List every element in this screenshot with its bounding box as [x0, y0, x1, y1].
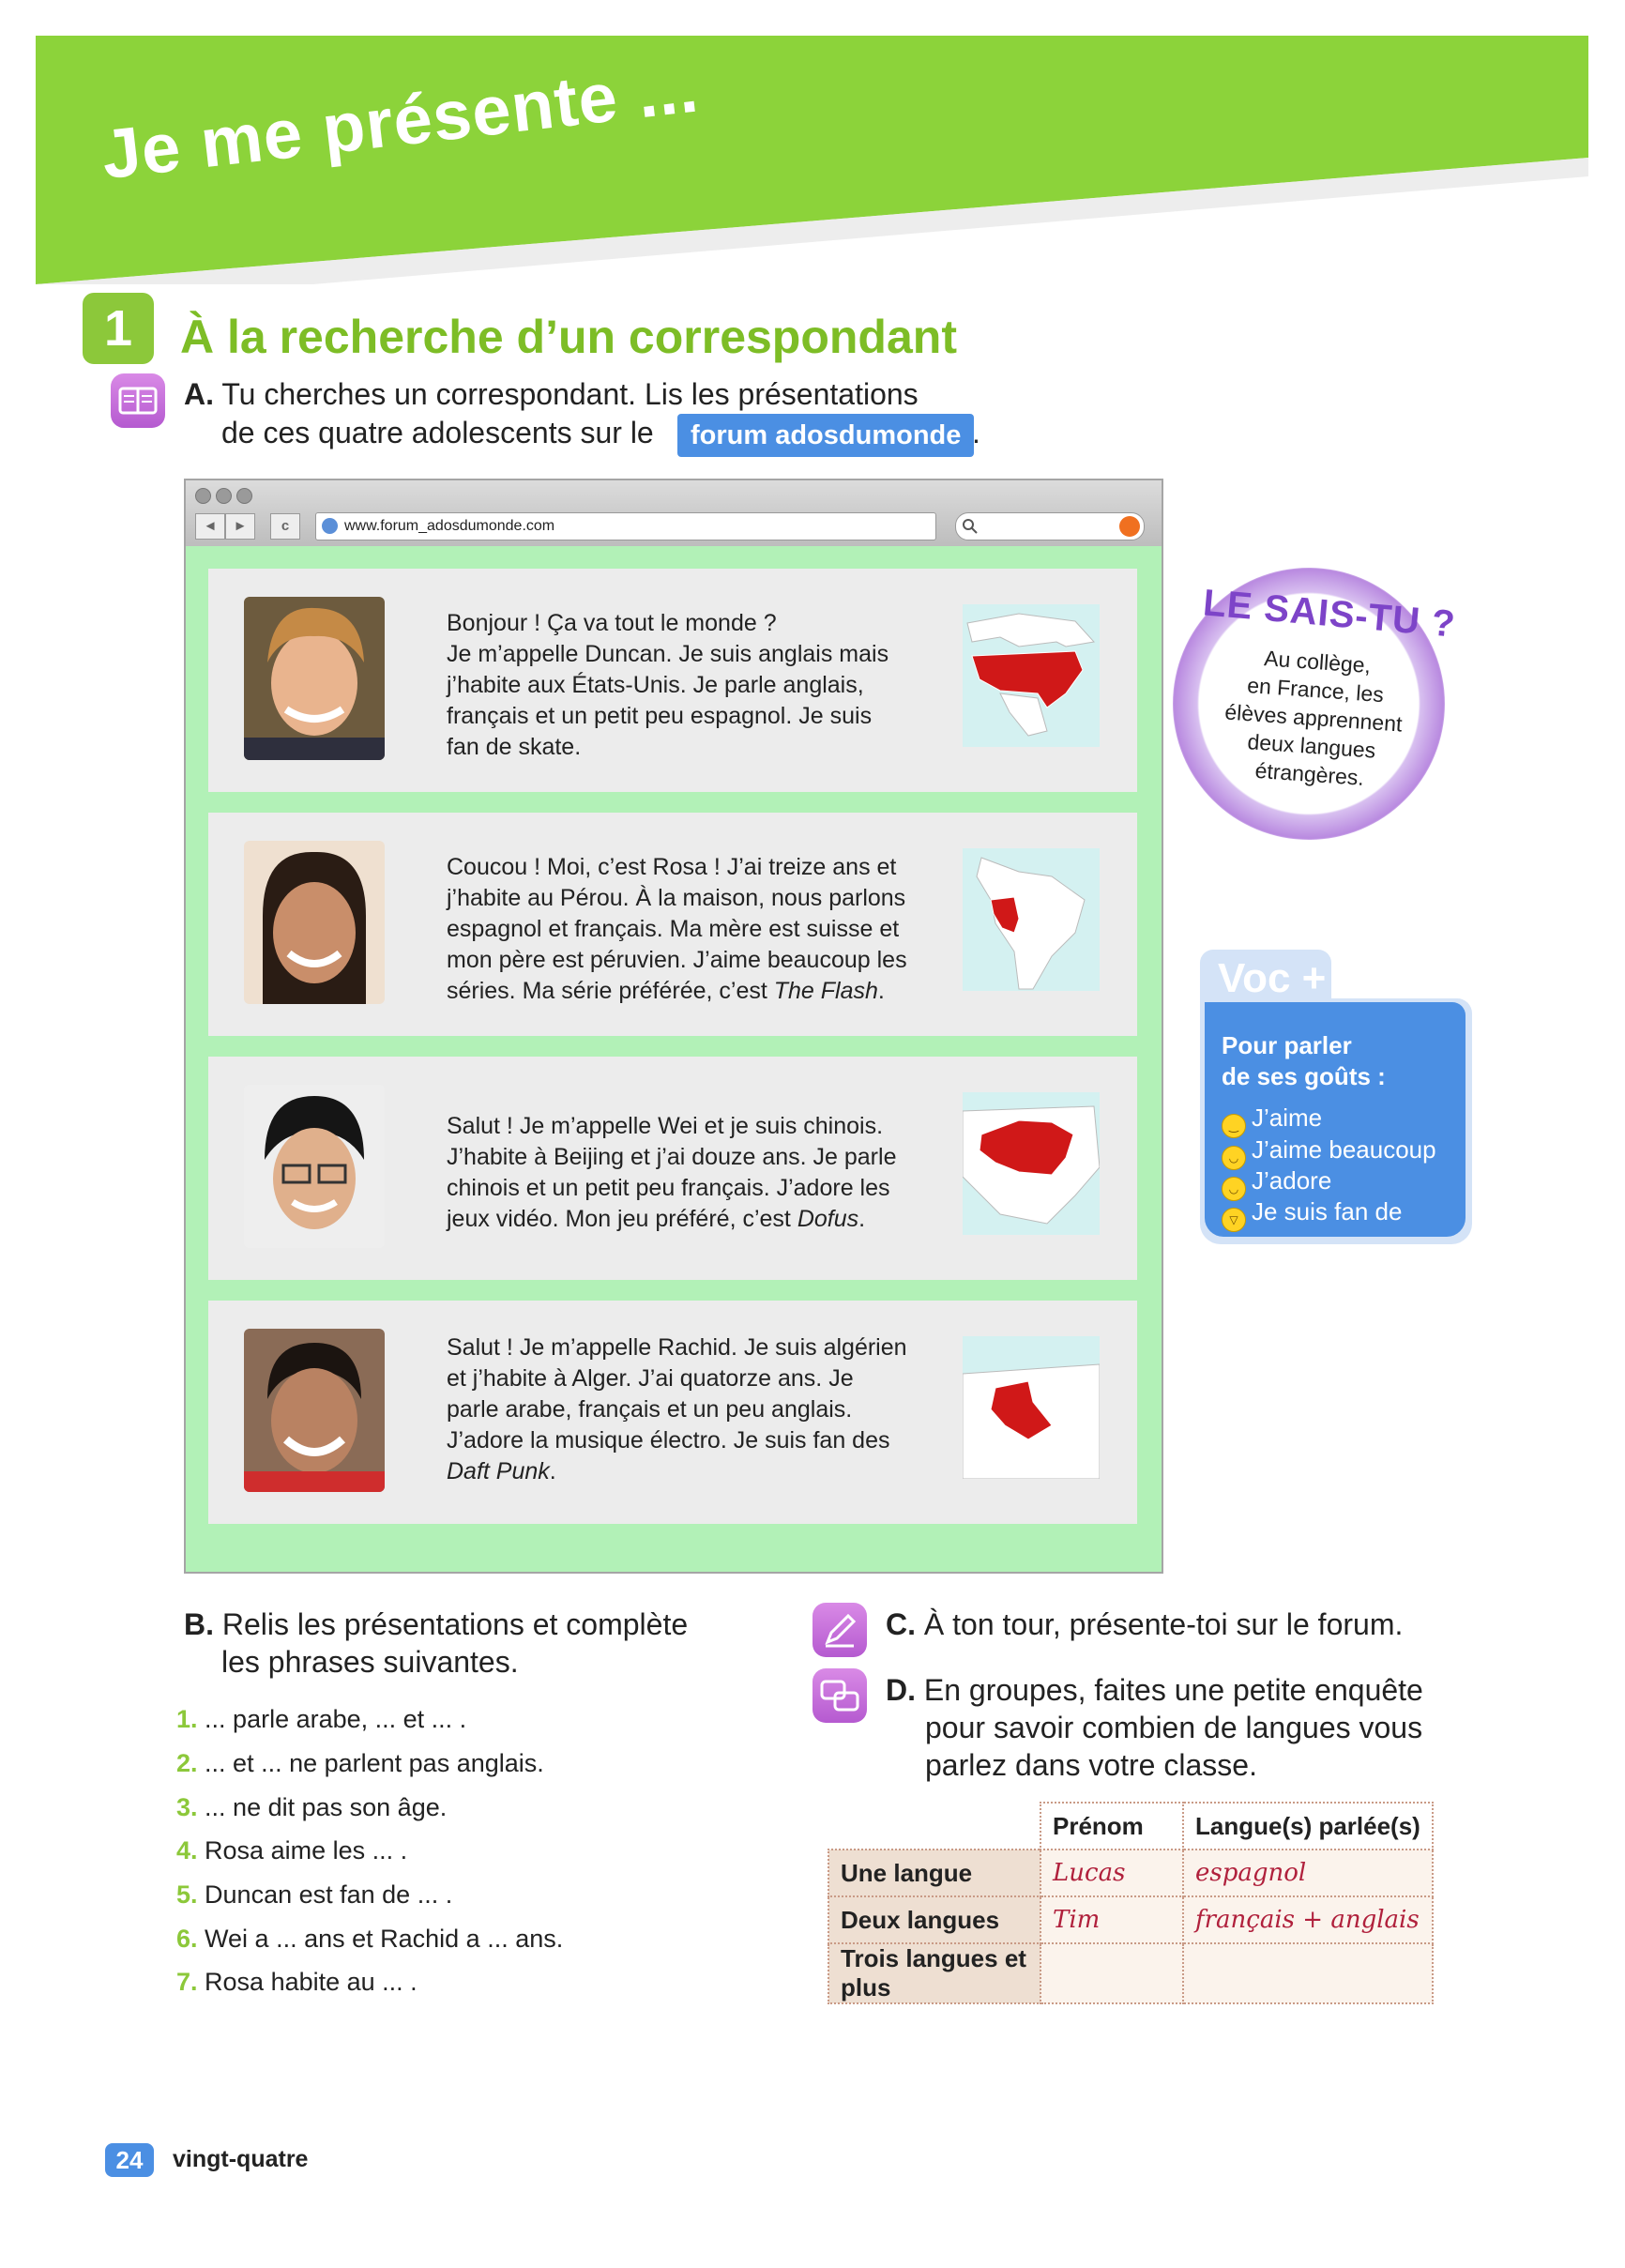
- url-bar[interactable]: [315, 512, 936, 540]
- search-icon: [962, 518, 979, 535]
- forum-post: [208, 813, 1137, 1036]
- column-header-langues: Langue(s) parlée(s): [1183, 1803, 1433, 1849]
- voc-item: ◡ J’aime beaucoup: [1222, 1134, 1436, 1170]
- post-line: fan de skate.: [447, 734, 582, 760]
- group-discussion-icon: [812, 1668, 867, 1723]
- map-china: [963, 1092, 1100, 1235]
- task-a-letter: A.: [184, 377, 214, 411]
- voc-item: ◡ J’adore: [1222, 1165, 1331, 1201]
- reload-button[interactable]: c: [270, 513, 300, 540]
- post-line: parle arabe, français et un peu anglais.: [447, 1396, 853, 1423]
- post-line: Je m’appelle Duncan. Je suis anglais mais: [447, 641, 889, 667]
- section-title: À la recherche d’un correspondant: [180, 311, 957, 363]
- grin-icon: ◡: [1222, 1177, 1246, 1201]
- list-item: 1. ... parle arabe, ... et ... .: [176, 1705, 467, 1733]
- list-item: 2. ... et ... ne parlent pas anglais.: [176, 1749, 544, 1777]
- forum-post: [208, 1057, 1137, 1280]
- post-line: espagnol et français. Ma mère est suisse et: [447, 916, 900, 942]
- post-line: Salut ! Je m’appelle Rachid. Je suis algérien: [447, 1334, 907, 1361]
- globe-icon: [322, 518, 338, 534]
- task-d-line3: parlez dans votre classe.: [925, 1748, 1257, 1782]
- task-b-letter: B.: [184, 1607, 214, 1641]
- cell-prenom[interactable]: Lucas: [1040, 1849, 1183, 1896]
- post-line: Salut ! Je m’appelle Wei et je suis chinois.: [447, 1113, 884, 1139]
- search-input[interactable]: [955, 512, 1145, 540]
- cell-prenom[interactable]: Tim: [1040, 1896, 1183, 1943]
- voc-item: ‿ J’aime: [1222, 1103, 1322, 1138]
- post-line: Coucou ! Moi, c’est Rosa ! J’ai treize ans et: [447, 854, 897, 880]
- post-line: Bonjour ! Ça va tout le monde ?: [447, 610, 777, 636]
- task-d-letter: D.: [886, 1673, 916, 1707]
- post-line: j’habite au Pérou. À la maison, nous parlons: [447, 885, 906, 911]
- forum-post: [208, 1301, 1137, 1524]
- list-item: 6. Wei a ... ans et Rachid a ... ans.: [176, 1925, 564, 1953]
- cell-langues[interactable]: français + anglais: [1183, 1896, 1433, 1943]
- table-corner: [828, 1803, 1040, 1849]
- row-label: Deux langues: [828, 1896, 1040, 1943]
- list-item: 4. Rosa aime les ... .: [176, 1836, 408, 1865]
- list-item: 5. Duncan est fan de ... .: [176, 1880, 453, 1909]
- reading-book-icon: [111, 373, 165, 428]
- cell-langues[interactable]: [1183, 1943, 1433, 2003]
- page-number-word: vingt-quatre: [173, 2146, 309, 2172]
- task-a-line1: Tu cherches un correspondant. Lis les présentations: [221, 377, 919, 411]
- forum-post: [208, 569, 1137, 792]
- map-algeria: [963, 1336, 1100, 1479]
- table-row: [828, 1943, 1433, 2003]
- section-number: 1: [83, 293, 154, 364]
- table-header-row: [828, 1803, 1433, 1849]
- column-header-prenom: Prénom: [1040, 1803, 1183, 1849]
- forward-button[interactable]: ►: [225, 513, 255, 540]
- task-c-letter: C.: [886, 1607, 916, 1641]
- task-d-instruction: D. En groupes, faites une petite enquête: [886, 1673, 1423, 1707]
- task-b-line2: les phrases suivantes.: [221, 1645, 519, 1679]
- post-line: J’adore la musique électro. Je suis fan des: [447, 1427, 890, 1454]
- url-text: www.forum_adosdumonde.com: [344, 518, 555, 534]
- smile-icon: ‿: [1222, 1114, 1246, 1138]
- avatar-rosa: [244, 841, 385, 1004]
- smile-icon: ◡: [1222, 1146, 1246, 1170]
- post-line: j’habite aux États-Unis. Je parle anglais,: [447, 672, 864, 698]
- voc-heading: Pour parler de ses goûts :: [1222, 1031, 1386, 1090]
- post-line: mon père est péruvien. J’aime beaucoup les: [447, 947, 907, 973]
- did-you-know-text: Au collège, en France, les élèves apprennent deux langues étrangères.: [1223, 646, 1404, 790]
- post-line: français et un petit peu espagnol. Je suis: [447, 703, 873, 729]
- task-d-line2: pour savoir combien de langues vous: [925, 1711, 1423, 1744]
- did-you-know-title: LE SAIS-TU ?: [1201, 582, 1458, 646]
- table-row: [828, 1849, 1433, 1896]
- post-line: J’habite à Beijing et j’ai douze ans. Je parle: [447, 1144, 897, 1170]
- series-title: The Flash: [773, 978, 878, 1004]
- survey-table: [828, 1802, 1434, 2004]
- list-item: 3. ... ne dit pas son âge.: [176, 1793, 448, 1821]
- back-button[interactable]: ◄: [195, 513, 225, 540]
- post-line: Daft Punk.: [447, 1458, 556, 1484]
- voc-tab-label: Voc +: [1218, 955, 1327, 1001]
- page-number: 24: [105, 2143, 154, 2177]
- map-peru: [963, 848, 1100, 991]
- post-line: jeux vidéo. Mon jeu préféré, c’est Dofus.: [447, 1206, 866, 1232]
- row-label: Une langue: [828, 1849, 1040, 1896]
- cell-prenom[interactable]: [1040, 1943, 1183, 2003]
- game-title: Dofus: [797, 1206, 859, 1232]
- list-item: 7. Rosa habite au ... .: [176, 1968, 418, 1996]
- forum-badge: forum adosdumonde: [677, 414, 974, 457]
- band-name: Daft Punk: [447, 1458, 550, 1484]
- voc-item: ▽ Je suis fan de: [1222, 1196, 1402, 1232]
- laugh-icon: ▽: [1222, 1208, 1246, 1232]
- window-maximize-button[interactable]: [236, 488, 252, 504]
- window-close-button[interactable]: [195, 488, 211, 504]
- post-line: séries. Ma série préférée, c’est The Flash.: [447, 978, 885, 1004]
- browser-toolbar: [186, 480, 1162, 546]
- post-line: chinois et un petit peu français. J’adore les: [447, 1175, 890, 1201]
- task-a-period: .: [972, 416, 980, 449]
- page-title: Je me présente ...: [98, 48, 703, 194]
- go-button[interactable]: [1119, 516, 1140, 537]
- cell-langues[interactable]: espagnol: [1183, 1849, 1433, 1896]
- task-a-line2: de ces quatre adolescents sur le: [221, 416, 654, 449]
- map-usa: [963, 604, 1100, 747]
- writing-pencil-icon: [812, 1603, 867, 1657]
- task-c-instruction: C. À ton tour, présente-toi sur le forum.: [886, 1607, 1404, 1641]
- avatar-duncan: [244, 597, 385, 760]
- forum-content: [186, 546, 1162, 1572]
- avatar-rachid: [244, 1329, 385, 1492]
- task-a-instruction: [184, 375, 919, 414]
- post-line: et j’habite à Alger. J’ai quatorze ans. Je: [447, 1365, 854, 1392]
- task-b-instruction: B. Relis les présentations et complète: [184, 1607, 689, 1641]
- avatar-wei: [244, 1085, 385, 1248]
- browser-window: [184, 479, 1163, 1574]
- row-label: Trois langues et plus: [828, 1943, 1040, 2003]
- table-row: [828, 1896, 1433, 1943]
- window-minimize-button[interactable]: [216, 488, 232, 504]
